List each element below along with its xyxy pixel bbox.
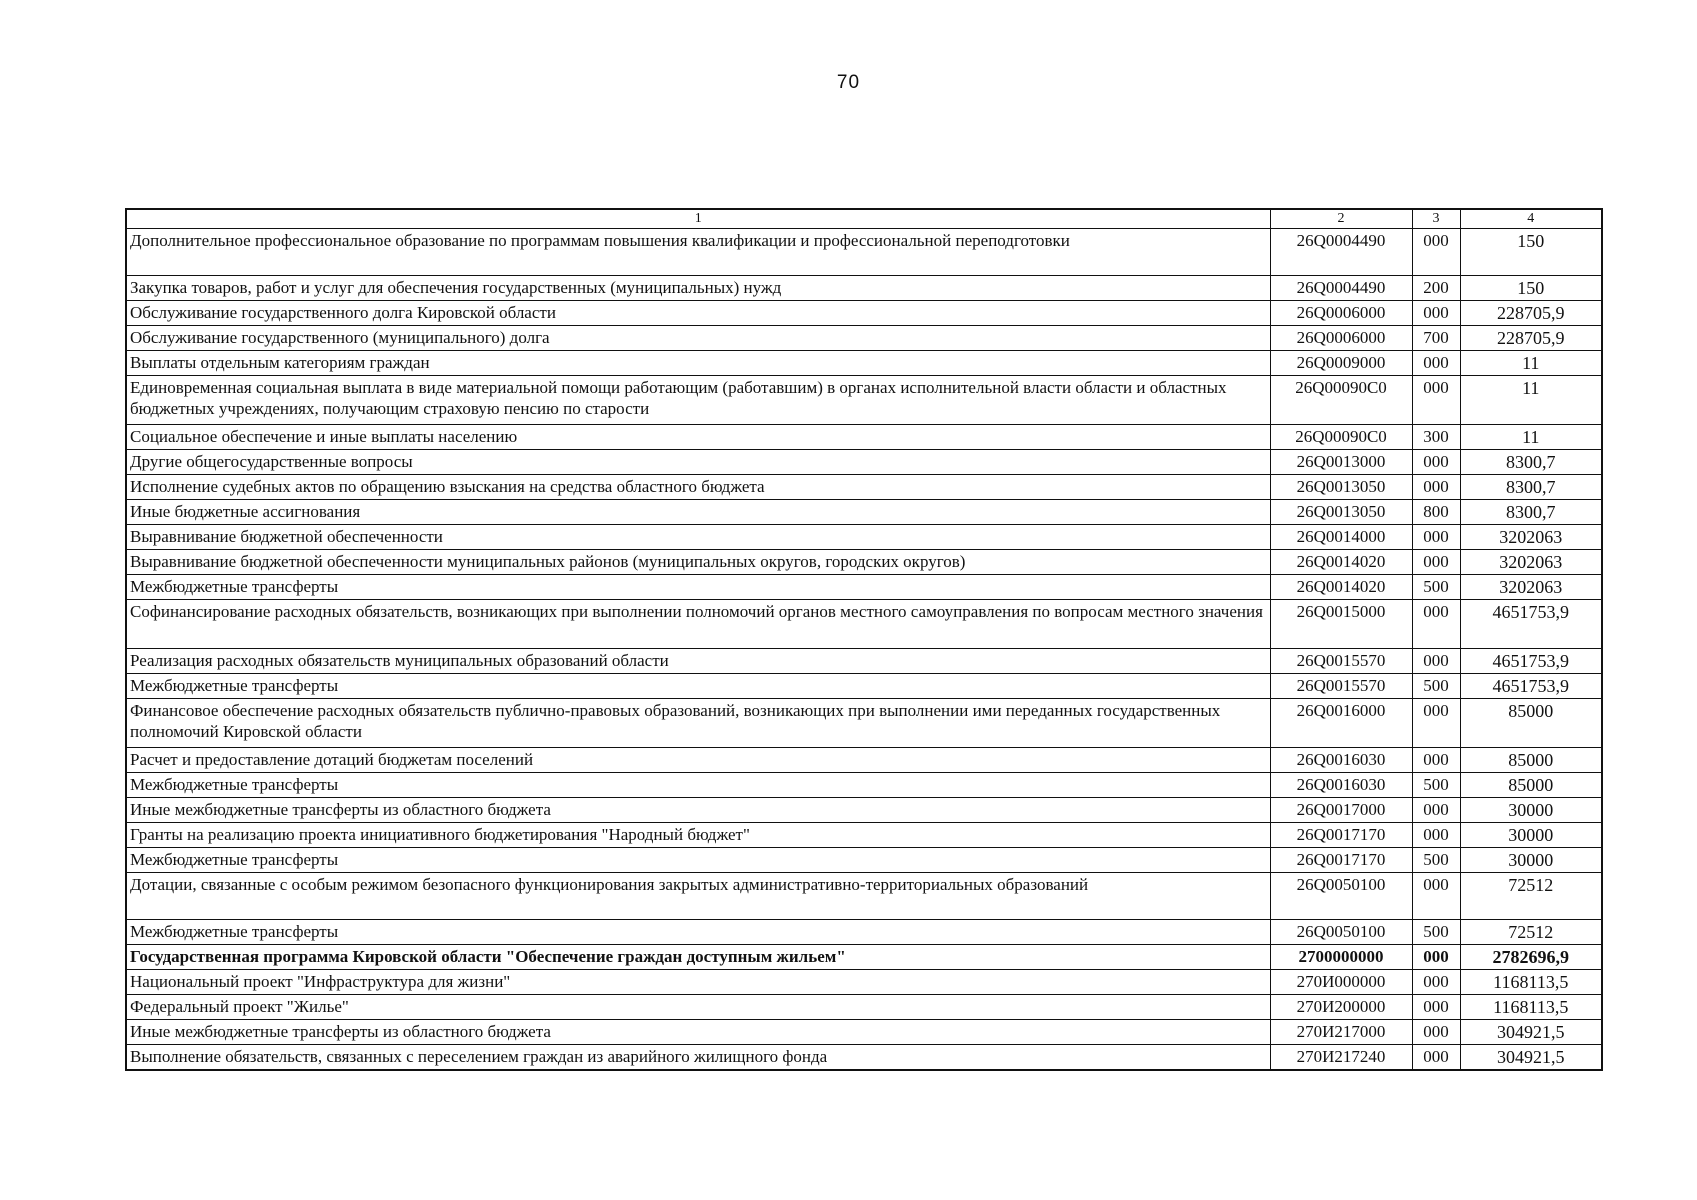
row-kind-cell: 700 (1412, 326, 1460, 351)
row-code-cell: 270И217240 (1270, 1045, 1412, 1070)
row-code-cell: 26Q0006000 (1270, 326, 1412, 351)
row-code-cell: 26Q0017170 (1270, 848, 1412, 873)
row-sum-cell: 4651753,9 (1460, 649, 1602, 674)
header-col-4: 4 (1460, 209, 1602, 229)
row-kind-cell: 500 (1412, 920, 1460, 945)
row-name-cell: Обслуживание государственного долга Кировской области (126, 301, 1270, 326)
table-row (126, 550, 1602, 575)
row-code-cell: 270И200000 (1270, 995, 1412, 1020)
table-row (126, 848, 1602, 873)
row-kind-cell: 000 (1412, 995, 1460, 1020)
row-kind-cell: 500 (1412, 674, 1460, 699)
header-col-3: 3 (1412, 209, 1460, 229)
row-sum-cell: 11 (1460, 425, 1602, 450)
row-kind-cell: 300 (1412, 425, 1460, 450)
table-row (126, 475, 1602, 500)
row-kind-cell: 000 (1412, 301, 1460, 326)
table-row (126, 995, 1602, 1020)
row-kind-cell: 000 (1412, 699, 1460, 748)
row-sum-cell: 8300,7 (1460, 475, 1602, 500)
header-col-2: 2 (1270, 209, 1412, 229)
row-name-cell: Закупка товаров, работ и услуг для обеспечения государственных (муниципальных) нужд (126, 276, 1270, 301)
row-code-cell: 26Q00090С0 (1270, 425, 1412, 450)
row-sum-cell: 150 (1460, 229, 1602, 276)
row-name-cell: Межбюджетные трансферты (126, 575, 1270, 600)
table-row (126, 425, 1602, 450)
table-row (126, 1020, 1602, 1045)
row-kind-cell: 000 (1412, 1045, 1460, 1070)
row-code-cell: 270И217000 (1270, 1020, 1412, 1045)
row-name-cell: Обслуживание государственного (муниципального) долга (126, 326, 1270, 351)
budget-table (125, 208, 1603, 1071)
row-code-cell: 26Q0004490 (1270, 276, 1412, 301)
row-code-cell: 26Q0015570 (1270, 674, 1412, 699)
row-sum-cell: 72512 (1460, 873, 1602, 920)
table-row (126, 525, 1602, 550)
row-sum-cell: 2782696,9 (1460, 945, 1602, 970)
row-code-cell: 26Q0013050 (1270, 475, 1412, 500)
row-name-cell: Единовременная социальная выплата в виде материальной помощи работающим (работавшим) в органах исполнительной власти области и областных бюджетных учреждениях, получающим страховую пенсию по старости (126, 376, 1270, 425)
row-name-cell: Дополнительное профессиональное образование по программам повышения квалификации и профессиональной переподготовки (126, 229, 1270, 276)
row-name-cell: Межбюджетные трансферты (126, 773, 1270, 798)
page-number: 70 (836, 72, 861, 93)
row-name-cell: Выравнивание бюджетной обеспеченности (126, 525, 1270, 550)
row-sum-cell: 8300,7 (1460, 500, 1602, 525)
header-row (126, 209, 1602, 229)
row-kind-cell: 000 (1412, 450, 1460, 475)
row-sum-cell: 85000 (1460, 748, 1602, 773)
row-code-cell: 26Q0050100 (1270, 873, 1412, 920)
row-sum-cell: 304921,5 (1460, 1045, 1602, 1070)
row-sum-cell: 4651753,9 (1460, 600, 1602, 649)
table-row (126, 920, 1602, 945)
row-name-cell: Дотации, связанные с особым режимом безопасного функционирования закрытых административно-территориальных образований (126, 873, 1270, 920)
row-sum-cell: 85000 (1460, 773, 1602, 798)
row-sum-cell: 228705,9 (1460, 326, 1602, 351)
row-sum-cell: 228705,9 (1460, 301, 1602, 326)
row-sum-cell: 85000 (1460, 699, 1602, 748)
table-row (126, 773, 1602, 798)
row-name-cell: Выравнивание бюджетной обеспеченности муниципальных районов (муниципальных округов, городских округов) (126, 550, 1270, 575)
table-row (126, 674, 1602, 699)
row-name-cell: Социальное обеспечение и иные выплаты населению (126, 425, 1270, 450)
row-name-cell: Иные межбюджетные трансферты из областного бюджета (126, 798, 1270, 823)
row-sum-cell: 30000 (1460, 848, 1602, 873)
row-code-cell: 26Q0004490 (1270, 229, 1412, 276)
row-kind-cell: 000 (1412, 525, 1460, 550)
row-name-cell: Федеральный проект "Жилье" (126, 995, 1270, 1020)
table-row (126, 945, 1602, 970)
row-code-cell: 26Q0016000 (1270, 699, 1412, 748)
row-sum-cell: 8300,7 (1460, 450, 1602, 475)
table-row (126, 229, 1602, 276)
table-row (126, 699, 1602, 748)
row-name-cell: Иные межбюджетные трансферты из областного бюджета (126, 1020, 1270, 1045)
row-code-cell: 26Q00090С0 (1270, 376, 1412, 425)
row-code-cell: 26Q0017170 (1270, 823, 1412, 848)
row-kind-cell: 000 (1412, 649, 1460, 674)
row-code-cell: 26Q0014000 (1270, 525, 1412, 550)
row-name-cell: Национальный проект "Инфраструктура для жизни" (126, 970, 1270, 995)
row-sum-cell: 304921,5 (1460, 1020, 1602, 1045)
table-row (126, 1045, 1602, 1070)
row-kind-cell: 000 (1412, 229, 1460, 276)
row-sum-cell: 72512 (1460, 920, 1602, 945)
row-kind-cell: 000 (1412, 351, 1460, 376)
table-row (126, 276, 1602, 301)
row-sum-cell: 11 (1460, 376, 1602, 425)
row-name-cell: Межбюджетные трансферты (126, 848, 1270, 873)
row-name-cell: Финансовое обеспечение расходных обязательств публично-правовых образований, возникающих при выполнении ими переданных государственных полномочий Кировской области (126, 699, 1270, 748)
row-sum-cell: 4651753,9 (1460, 674, 1602, 699)
row-code-cell: 26Q0017000 (1270, 798, 1412, 823)
row-name-cell: Межбюджетные трансферты (126, 920, 1270, 945)
row-kind-cell: 000 (1412, 550, 1460, 575)
row-sum-cell: 1168113,5 (1460, 995, 1602, 1020)
table-row (126, 823, 1602, 848)
row-sum-cell: 3202063 (1460, 550, 1602, 575)
row-name-cell: Другие общегосударственные вопросы (126, 450, 1270, 475)
row-name-cell: Выполнение обязательств, связанных с переселением граждан из аварийного жилищного фонда (126, 1045, 1270, 1070)
row-kind-cell: 000 (1412, 376, 1460, 425)
row-code-cell: 26Q0050100 (1270, 920, 1412, 945)
row-code-cell: 26Q0009000 (1270, 351, 1412, 376)
row-kind-cell: 000 (1412, 1020, 1460, 1045)
row-kind-cell: 000 (1412, 475, 1460, 500)
row-kind-cell: 000 (1412, 945, 1460, 970)
row-name-cell: Софинансирование расходных обязательств, возникающих при выполнении полномочий органов местного самоуправления по вопросам местного значения (126, 600, 1270, 649)
row-code-cell: 26Q0015000 (1270, 600, 1412, 649)
row-sum-cell: 30000 (1460, 798, 1602, 823)
row-code-cell: 270И000000 (1270, 970, 1412, 995)
row-kind-cell: 500 (1412, 575, 1460, 600)
row-sum-cell: 11 (1460, 351, 1602, 376)
row-name-cell: Гранты на реализацию проекта инициативного бюджетирования "Народный бюджет" (126, 823, 1270, 848)
row-kind-cell: 800 (1412, 500, 1460, 525)
row-sum-cell: 1168113,5 (1460, 970, 1602, 995)
header-col-1: 1 (126, 209, 1270, 229)
table-row (126, 450, 1602, 475)
table-row (126, 500, 1602, 525)
row-kind-cell: 000 (1412, 748, 1460, 773)
row-name-cell: Государственная программа Кировской области "Обеспечение граждан доступным жильем" (126, 945, 1270, 970)
table-row (126, 970, 1602, 995)
row-kind-cell: 500 (1412, 848, 1460, 873)
table-row (126, 376, 1602, 425)
row-name-cell: Иные бюджетные ассигнования (126, 500, 1270, 525)
row-code-cell: 26Q0016030 (1270, 773, 1412, 798)
row-kind-cell: 000 (1412, 970, 1460, 995)
table-row (126, 351, 1602, 376)
row-code-cell: 26Q0013000 (1270, 450, 1412, 475)
row-sum-cell: 3202063 (1460, 525, 1602, 550)
row-kind-cell: 000 (1412, 798, 1460, 823)
row-code-cell: 26Q0016030 (1270, 748, 1412, 773)
row-name-cell: Реализация расходных обязательств муниципальных образований области (126, 649, 1270, 674)
row-code-cell: 26Q0013050 (1270, 500, 1412, 525)
row-code-cell: 26Q0015570 (1270, 649, 1412, 674)
table-row (126, 748, 1602, 773)
row-sum-cell: 30000 (1460, 823, 1602, 848)
table-row (126, 649, 1602, 674)
table-body (126, 229, 1602, 1070)
row-kind-cell: 000 (1412, 823, 1460, 848)
row-name-cell: Исполнение судебных актов по обращению взыскания на средства областного бюджета (126, 475, 1270, 500)
row-name-cell: Выплаты отдельным категориям граждан (126, 351, 1270, 376)
row-code-cell: 26Q0006000 (1270, 301, 1412, 326)
row-sum-cell: 3202063 (1460, 575, 1602, 600)
table-row (126, 873, 1602, 920)
row-kind-cell: 000 (1412, 600, 1460, 649)
row-kind-cell: 200 (1412, 276, 1460, 301)
table-row (126, 600, 1602, 649)
table-row (126, 575, 1602, 600)
table-row (126, 301, 1602, 326)
row-name-cell: Расчет и предоставление дотаций бюджетам поселений (126, 748, 1270, 773)
row-code-cell: 26Q0014020 (1270, 550, 1412, 575)
row-kind-cell: 000 (1412, 873, 1460, 920)
row-kind-cell: 500 (1412, 773, 1460, 798)
row-name-cell: Межбюджетные трансферты (126, 674, 1270, 699)
table-row (126, 798, 1602, 823)
table-row (126, 326, 1602, 351)
row-code-cell: 2700000000 (1270, 945, 1412, 970)
row-code-cell: 26Q0014020 (1270, 575, 1412, 600)
row-sum-cell: 150 (1460, 276, 1602, 301)
